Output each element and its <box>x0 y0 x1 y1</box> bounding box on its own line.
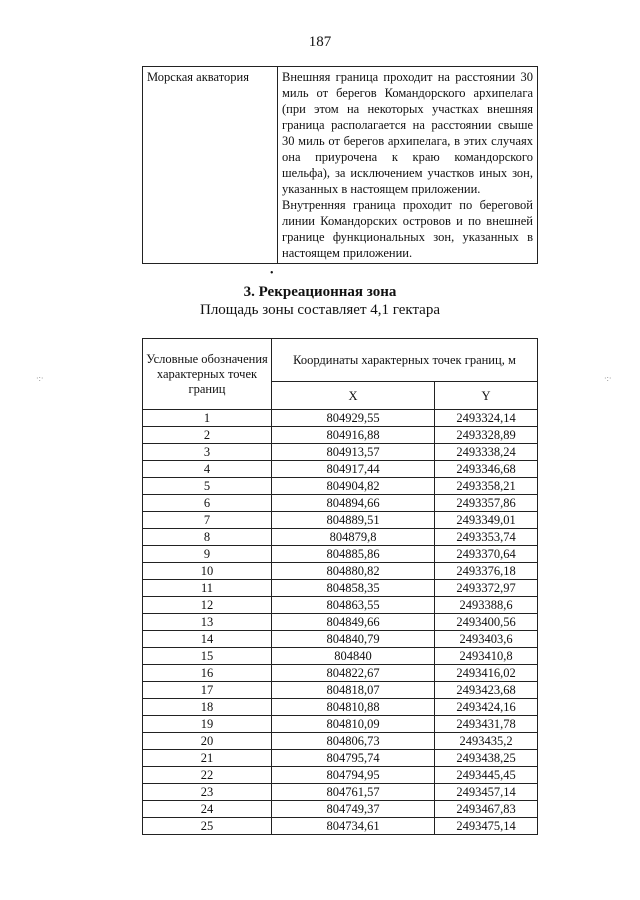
table-header-row <box>143 339 538 382</box>
point-number-cell: 10 <box>143 563 272 580</box>
table-row <box>143 563 538 580</box>
x-coordinate-cell: 804863,55 <box>272 597 435 614</box>
table-row <box>143 580 538 597</box>
point-number-cell: 14 <box>143 631 272 648</box>
y-coordinate-cell: 2493410,8 <box>435 648 538 665</box>
x-coordinate-cell: 804734,61 <box>272 818 435 835</box>
x-coordinate-cell: 804795,74 <box>272 750 435 767</box>
point-number-cell: 1 <box>143 410 272 427</box>
y-coordinate-cell: 2493416,02 <box>435 665 538 682</box>
point-number-cell: 5 <box>143 478 272 495</box>
y-coordinate-cell: 2493475,14 <box>435 818 538 835</box>
table-row <box>143 444 538 461</box>
table-row <box>143 682 538 699</box>
x-coordinate-cell: 804822,67 <box>272 665 435 682</box>
point-number-cell: 6 <box>143 495 272 512</box>
table-row <box>143 733 538 750</box>
y-coordinate-cell: 2493328,89 <box>435 427 538 444</box>
y-coordinate-cell: 2493376,18 <box>435 563 538 580</box>
y-coordinate-cell: 2493353,74 <box>435 529 538 546</box>
point-number-cell: 18 <box>143 699 272 716</box>
zone-inner-boundary-text: Внутренняя граница проходит по береговой линии Командорских островов и по внешней границе функциональных зон, указанных в настоящем приложении. <box>282 198 533 260</box>
x-coordinate-cell: 804761,57 <box>272 784 435 801</box>
y-coordinate-cell: 2493424,16 <box>435 699 538 716</box>
y-coordinate-cell: 2493346,68 <box>435 461 538 478</box>
page-number: 187 <box>308 34 332 50</box>
y-coordinate-cell: 2493423,68 <box>435 682 538 699</box>
y-coordinate-cell: 2493338,24 <box>435 444 538 461</box>
x-coordinate-cell: 804840,79 <box>272 631 435 648</box>
x-coordinate-cell: 804810,09 <box>272 716 435 733</box>
point-number-cell: 25 <box>143 818 272 835</box>
zone-label: Морская акватория <box>143 67 278 264</box>
x-coordinate-cell: 804879,8 <box>272 529 435 546</box>
point-number-cell: 2 <box>143 427 272 444</box>
table-row <box>143 597 538 614</box>
zone-outer-boundary-text: Внешняя граница проходит на расстоянии 30 миль от берегов Командорского архипелага (при этом на некоторых участках внешняя граница располагается на расстоянии свыше 30 миль от берегов архипелага, в этих случаях она приурочена к краю командорского шельфа), за исключением участков иных зон, указанных в настоящем приложении. <box>282 70 533 196</box>
table-row <box>143 648 538 665</box>
point-number-cell: 12 <box>143 597 272 614</box>
x-coordinate-cell: 804904,82 <box>272 478 435 495</box>
point-number-cell: 7 <box>143 512 272 529</box>
y-coordinate-cell: 2493357,86 <box>435 495 538 512</box>
x-coordinate-cell: 804880,82 <box>272 563 435 580</box>
y-coordinate-cell: 2493400,56 <box>435 614 538 631</box>
point-number-cell: 20 <box>143 733 272 750</box>
y-coordinate-cell: 2493324,14 <box>435 410 538 427</box>
section-title: 3. Рекреационная зона <box>243 284 397 300</box>
x-coordinate-cell: 804806,73 <box>272 733 435 750</box>
table-row <box>143 529 538 546</box>
x-coordinate-cell: 804810,88 <box>272 699 435 716</box>
point-number-cell: 3 <box>143 444 272 461</box>
point-number-cell: 19 <box>143 716 272 733</box>
point-number-cell: 9 <box>143 546 272 563</box>
table-row <box>143 767 538 784</box>
x-coordinate-cell: 804913,57 <box>272 444 435 461</box>
header-point-designations: Условные обозначения характерных точек границ <box>143 339 272 410</box>
header-coordinates: Координаты характерных точек границ, м <box>272 339 538 382</box>
table-row <box>143 614 538 631</box>
y-coordinate-cell: 2493358,21 <box>435 478 538 495</box>
table-row <box>143 461 538 478</box>
table-row <box>143 512 538 529</box>
table-row <box>143 546 538 563</box>
point-number-cell: 11 <box>143 580 272 597</box>
table-row <box>143 699 538 716</box>
x-coordinate-cell: 804818,07 <box>272 682 435 699</box>
point-number-cell: 8 <box>143 529 272 546</box>
x-coordinate-cell: 804929,55 <box>272 410 435 427</box>
x-coordinate-cell: 804916,88 <box>272 427 435 444</box>
y-coordinate-cell: 2493438,25 <box>435 750 538 767</box>
y-coordinate-cell: 2493431,78 <box>435 716 538 733</box>
y-coordinate-cell: 2493403,6 <box>435 631 538 648</box>
header-x: X <box>272 382 435 410</box>
zone-description <box>278 67 538 264</box>
point-number-cell: 22 <box>143 767 272 784</box>
x-coordinate-cell: 804885,86 <box>272 546 435 563</box>
table-row <box>143 716 538 733</box>
y-coordinate-cell: 2493467,83 <box>435 801 538 818</box>
speck-mark: ·:· <box>36 374 44 383</box>
y-coordinate-cell: 2493445,45 <box>435 767 538 784</box>
point-number-cell: 13 <box>143 614 272 631</box>
table-row <box>143 818 538 835</box>
x-coordinate-cell: 804917,44 <box>272 461 435 478</box>
point-number-cell: 21 <box>143 750 272 767</box>
point-number-cell: 16 <box>143 665 272 682</box>
y-coordinate-cell: 2493388,6 <box>435 597 538 614</box>
table-row <box>143 427 538 444</box>
table-row <box>143 801 538 818</box>
x-coordinate-cell: 804889,51 <box>272 512 435 529</box>
x-coordinate-cell: 804858,35 <box>272 580 435 597</box>
table-row <box>143 67 538 264</box>
point-number-cell: 4 <box>143 461 272 478</box>
x-coordinate-cell: 804894,66 <box>272 495 435 512</box>
x-coordinate-cell: 804849,66 <box>272 614 435 631</box>
coordinates-table-body <box>143 410 538 835</box>
section-subtitle: Площадь зоны составляет 4,1 гектара <box>199 302 440 318</box>
point-number-cell: 17 <box>143 682 272 699</box>
table-row <box>143 410 538 427</box>
table-row <box>143 665 538 682</box>
point-number-cell: 24 <box>143 801 272 818</box>
speck-mark: ·:· <box>604 374 612 383</box>
y-coordinate-cell: 2493372,97 <box>435 580 538 597</box>
speck-mark: • <box>270 268 274 279</box>
table-row <box>143 784 538 801</box>
point-number-cell: 15 <box>143 648 272 665</box>
y-coordinate-cell: 2493457,14 <box>435 784 538 801</box>
table-row <box>143 631 538 648</box>
header-y: Y <box>435 382 538 410</box>
y-coordinate-cell: 2493349,01 <box>435 512 538 529</box>
x-coordinate-cell: 804749,37 <box>272 801 435 818</box>
table-row <box>143 478 538 495</box>
y-coordinate-cell: 2493370,64 <box>435 546 538 563</box>
y-coordinate-cell: 2493435,2 <box>435 733 538 750</box>
x-coordinate-cell: 804794,95 <box>272 767 435 784</box>
zone-description-table <box>142 66 538 264</box>
table-row <box>143 495 538 512</box>
coordinates-table <box>142 338 538 835</box>
x-coordinate-cell: 804840 <box>272 648 435 665</box>
point-number-cell: 23 <box>143 784 272 801</box>
table-row <box>143 750 538 767</box>
